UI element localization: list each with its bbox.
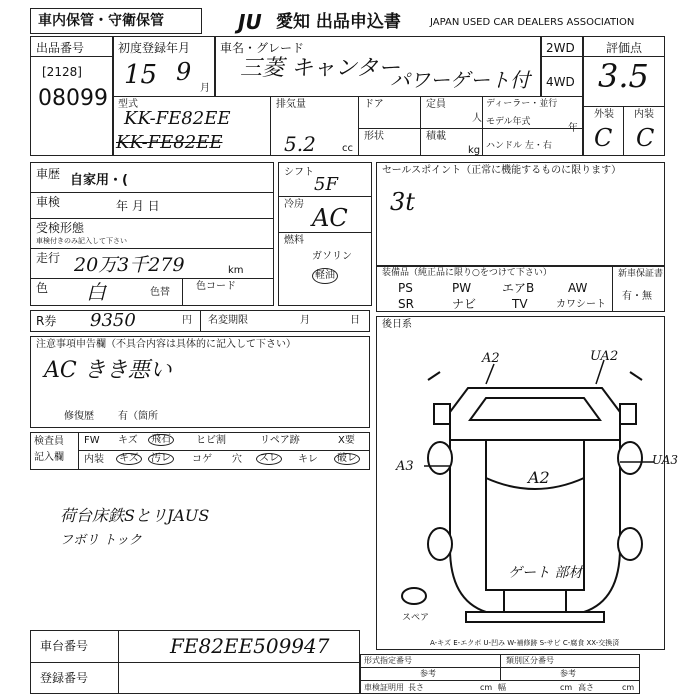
inspector-fw: FW — [84, 435, 100, 446]
spec-r3c1: 車検証明用 — [364, 683, 404, 692]
mark-ua3-right: UA3 — [652, 453, 679, 467]
inspector-row2-6: キレ — [298, 454, 318, 465]
shape-label: 形状 — [364, 131, 384, 142]
equip-aw: AW — [568, 281, 588, 295]
name-change-day: 日 — [350, 315, 360, 326]
top-label: 車内保管・守衛保管 — [38, 13, 164, 29]
registration-number-label: 登録番号 — [40, 671, 89, 685]
name-change-month: 月 — [300, 315, 310, 326]
repair-value: 有（箇所 — [118, 411, 158, 422]
inspector-row1-3: リペア跡 — [260, 435, 300, 446]
model-value: KK-FE82EE — [124, 108, 231, 129]
exterior-grade: C — [594, 124, 613, 152]
evaluation-label: 評価点 — [606, 41, 643, 55]
fuel-label: 燃料 — [284, 235, 304, 246]
spec-r3c6: cm — [560, 683, 573, 692]
recycle-unit: 円 — [182, 315, 192, 326]
mark-a2-center: A2 — [528, 468, 550, 487]
car-name-label: 車名・グレード — [220, 41, 305, 55]
inspection-label: 受検形態 — [36, 221, 85, 235]
model-label: 型式 — [118, 99, 138, 110]
inspector-label: 検査員 — [34, 436, 64, 447]
capacity-label: 定員 — [426, 99, 446, 110]
handle-label: ハンドル 左・右 — [486, 141, 552, 151]
registration-month: 9 — [176, 58, 192, 86]
cooling-label: 冷房 — [284, 199, 304, 210]
month-unit: 月 — [200, 83, 210, 94]
sales-points-value: 3t — [390, 188, 415, 216]
model-year-label: モデル年式 — [486, 117, 531, 127]
spec-r3c4: 高さ — [578, 683, 594, 692]
spec-r3c3: 幅 — [498, 683, 506, 692]
damage-legend: A-キズ E-エクボ U-凹み W-補修跡 S-サビ C-腐食 XX-交換済 — [430, 639, 620, 647]
doors-label: ドア — [364, 99, 384, 110]
spec-r2c1: 参考 — [420, 669, 436, 678]
cooling-value: AC — [312, 204, 348, 232]
gate-label: ゲート 部材 — [508, 565, 583, 581]
spare-label: スペア — [402, 613, 430, 623]
later-label: 後日系 — [382, 319, 412, 330]
drive-2wd: 2WD — [546, 41, 575, 55]
mark-a2-top: A2 — [482, 351, 500, 366]
spec-r3c2: 長さ — [408, 683, 424, 692]
sales-points-label: セールスポイント（正常に機能するものに限ります） — [382, 165, 622, 176]
declaration-value: AC きき悪い — [44, 358, 172, 383]
interior-grade: C — [636, 124, 655, 152]
mileage-value: 20万3千279 — [74, 254, 185, 276]
mark-ua2-top: UA2 — [590, 349, 619, 364]
chassis-value: FE82EE509947 — [170, 634, 330, 658]
declaration-label: 注意事項申告欄（不具合内容は具体的に記入して下さい） — [36, 339, 296, 350]
person-unit: 人 — [472, 113, 482, 124]
note-line-1: 荷台床鉄SとリJAUS — [60, 506, 210, 525]
inspector-row2-5: スレ — [256, 453, 282, 465]
inspector-row2-4: 穴 — [232, 454, 242, 465]
lot-label: 出品番号 — [36, 41, 85, 55]
association-name: JAPAN USED CAR DEALERS ASSOCIATION — [430, 17, 635, 28]
equip-pw: PW — [452, 281, 472, 295]
equipment-label: 装備品（純正品に限り○をつけて下さい） — [382, 268, 552, 278]
recycle-label: R券 — [36, 314, 57, 328]
equip-power-seat: カワシート — [556, 299, 606, 310]
equip-airbag: エアB — [502, 281, 535, 295]
inspector-row1-2: ヒビ割 — [196, 435, 226, 446]
model-value-2: KK-FE82EE — [116, 132, 223, 153]
registration-year: 15 — [124, 60, 158, 90]
lot-box-number: [2128] — [42, 65, 82, 79]
mileage-unit: km — [228, 265, 244, 276]
chassis-label: 車台番号 — [40, 639, 89, 653]
history-label: 車歴 — [36, 167, 61, 181]
color-change-label: 色替 — [150, 287, 170, 298]
equip-ps: PS — [398, 281, 413, 295]
shaken-value: 年 月 日 — [116, 199, 160, 213]
form-title: 愛知 出品申込書 — [276, 12, 401, 32]
evaluation-score: 3.5 — [598, 57, 649, 95]
shift-value: 5F — [314, 174, 338, 195]
spec-r3c7: cm — [622, 683, 635, 692]
kg-unit: kg — [468, 145, 481, 156]
inspector-label-2: 記入欄 — [34, 452, 64, 463]
history-value: 自家用・( — [70, 173, 128, 188]
lot-number: 08099 — [38, 86, 108, 111]
displacement-label: 排気量 — [276, 99, 306, 110]
inspector-row2-0: 内装 — [84, 454, 104, 465]
car-grade: パワーゲート付 — [390, 68, 530, 92]
ju-logo: JU — [238, 10, 262, 34]
load-label: 積載 — [426, 131, 446, 142]
name-change-label: 名変期限 — [208, 315, 248, 326]
shift-label: シフト — [284, 167, 314, 178]
new-warranty-label: 新車保証書 — [618, 269, 664, 279]
equip-tv: TV — [512, 297, 528, 311]
drive-4wd: 4WD — [546, 75, 575, 89]
note-line-2: フボリ トック — [60, 533, 142, 548]
recycle-value: 9350 — [90, 310, 136, 331]
warranty-value: 有・無 — [622, 291, 652, 302]
inspector-row2-7: 破レ — [334, 453, 360, 465]
equip-navi: ナビ — [452, 297, 477, 311]
spec-r2c2: 参考 — [560, 669, 576, 678]
spec-r3c5: cm — [480, 683, 493, 692]
fuel-diesel: 軽油 — [312, 268, 338, 284]
inspector-row2-3: コゲ — [192, 454, 212, 465]
inspector-row1-1: 飛石 — [148, 434, 174, 446]
displacement-unit: cc — [342, 143, 353, 154]
spec-r1c2: 類別区分番号 — [506, 656, 554, 665]
fuel-gasoline: ガソリン — [312, 251, 352, 262]
inspector-row1-0: キズ — [118, 435, 138, 446]
interior-label: 内装 — [634, 109, 654, 120]
equip-sr: SR — [398, 297, 414, 311]
shaken-label: 車検 — [36, 195, 61, 209]
dealer-label: ディーラー・並行 — [486, 99, 558, 109]
inspector-row1-4: X要 — [338, 435, 355, 446]
inspection-note: 車検付きのみ記入して下さい — [36, 237, 127, 245]
registration-label: 初度登録年月 — [118, 41, 191, 55]
inspector-row2-2: 汚レ — [148, 453, 174, 465]
mark-a3-left: A3 — [396, 459, 414, 474]
spec-r1c1: 形式指定番号 — [364, 656, 412, 665]
car-name-value: 三菱 キャンター — [240, 56, 401, 81]
inspector-row2-1: キズ — [116, 453, 142, 465]
color-value: 白 — [86, 280, 106, 304]
color-label: 色 — [36, 281, 49, 295]
mileage-label: 走行 — [36, 251, 61, 265]
color-code-label: 色コード — [196, 281, 236, 292]
repair-label: 修復歴 — [64, 411, 94, 422]
exterior-label: 外装 — [594, 109, 614, 120]
displacement-value: 5.2 — [284, 132, 316, 156]
